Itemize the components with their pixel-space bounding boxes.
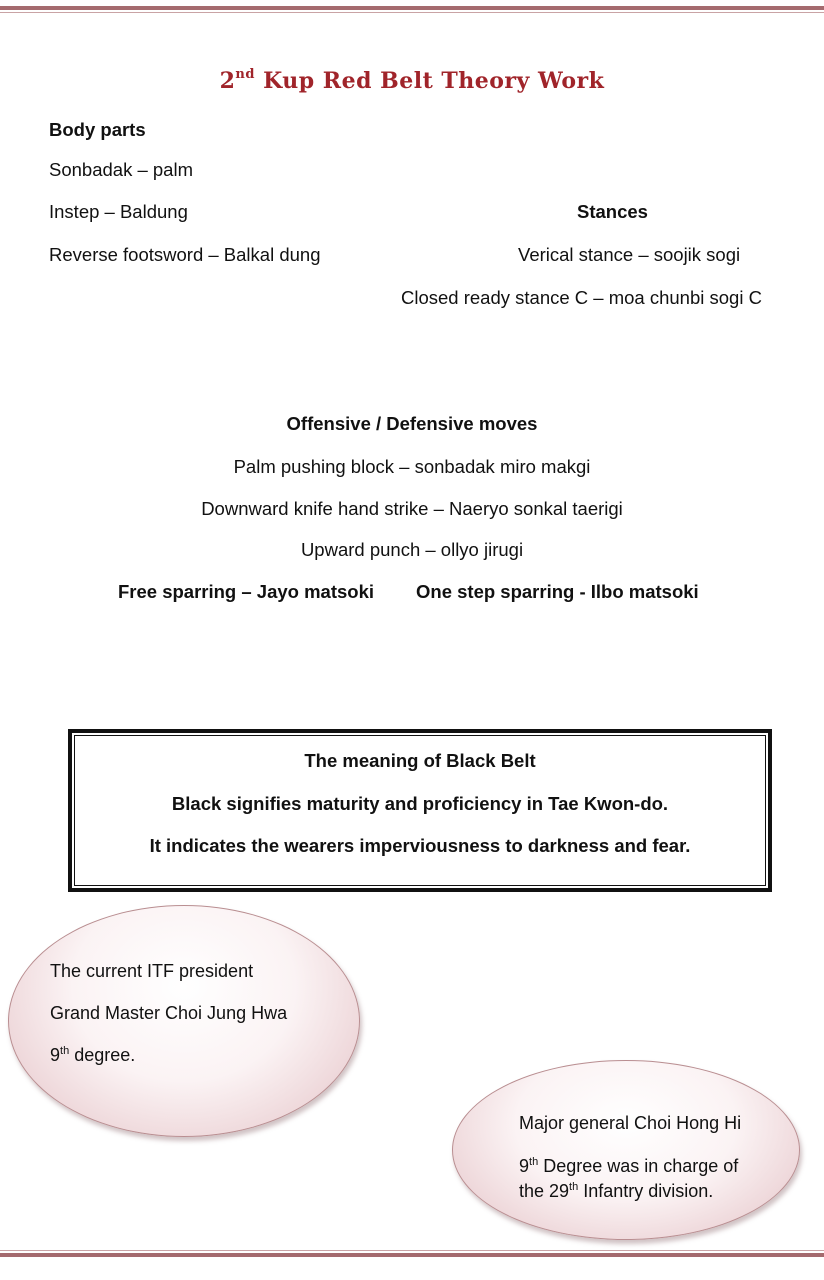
stances-heading: Stances (577, 201, 648, 222)
move-item: Downward knife hand strike – Naeryo sonkal taerigi (201, 498, 623, 519)
free-sparring: Free sparring – Jayo matsoki (118, 581, 375, 602)
one-step-sparring: One step sparring - Ilbo matsoki (416, 581, 699, 602)
president-degree: 9th degree. (50, 1045, 136, 1065)
body-part-item: Instep – Baldung (49, 201, 188, 222)
stance-item: Verical stance – soojik sogi (518, 244, 741, 265)
black-belt-line: Black signifies maturity and proficiency in Tae Kwon-do. (171, 793, 669, 814)
black-belt-box (68, 729, 772, 892)
stance-item: Closed ready stance C – moa chunbi sogi C (401, 287, 762, 308)
president-name: Grand Master Choi Jung Hwa (50, 1003, 288, 1023)
page-title: 2nd Kup Red Belt Theory Work (219, 66, 605, 94)
move-item: Palm pushing block – sonbadak miro makgi (233, 456, 591, 477)
top-rule (0, 6, 824, 13)
body-part-item: Sonbadak – palm (49, 159, 193, 180)
move-item: Upward punch – ollyo jirugi (300, 539, 524, 560)
moves-heading: Offensive / Defensive moves (286, 413, 538, 434)
bottom-rule (0, 1250, 824, 1257)
body-part-item: Reverse footsword – Balkal dung (49, 244, 321, 265)
body-parts-heading: Body parts (49, 119, 146, 140)
founder-line: the 29th Infantry division. (519, 1181, 714, 1201)
founder-oval (452, 1060, 800, 1240)
president-oval (8, 905, 360, 1137)
president-line: The current ITF president (50, 961, 254, 981)
founder-line: 9th Degree was in charge of (519, 1156, 739, 1176)
black-belt-heading: The meaning of Black Belt (304, 750, 536, 771)
founder-name: Major general Choi Hong Hi (519, 1113, 742, 1133)
black-belt-line: It indicates the wearers imperviousness to darkness and fear. (149, 835, 691, 856)
